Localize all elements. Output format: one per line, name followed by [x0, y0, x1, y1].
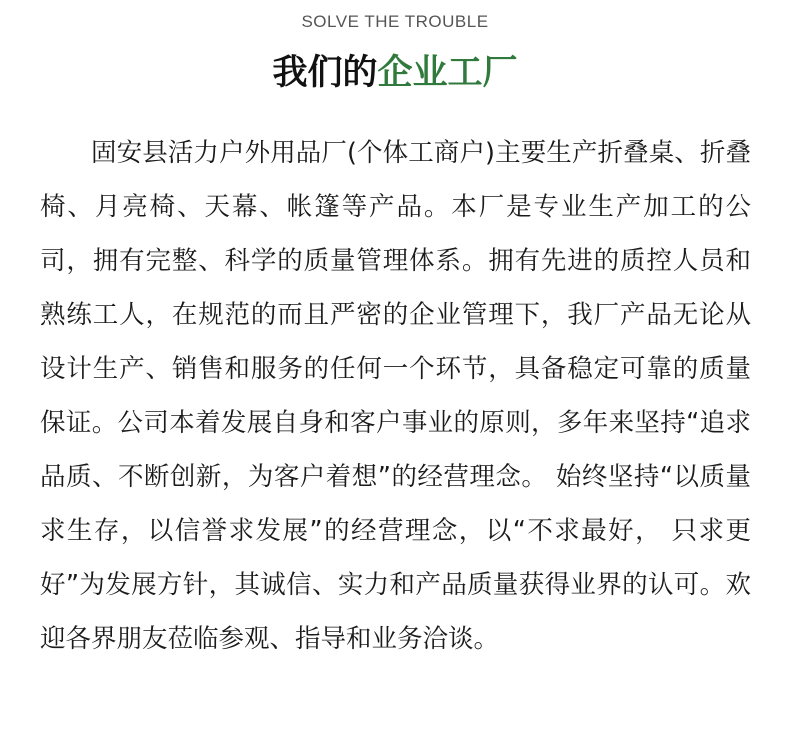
- company-description: 固安县活力户外用品厂(个体工商户)主要生产折叠桌、折叠椅、月亮椅、天幕、帐篷等产品。本厂是专业生产加工的公司，拥有完整、科学的质量管理体系。拥有先进的质控人员和熟练工人，在规范的而且严密的企业管理下，我厂产品无论从设计生产、销售和服务的任何一个环节，具备稳定可靠的质量保证。公司本着发展自身和客户事业的原则，多年来坚持“追求品质、不断创新，为客户着想”的经营理念。 始终坚持“以质量求生存，以信誉求发展”的经营理念，以“不求最好， 只求更好”为发展方针，其诚信、实力和产品质量获得业界的认可。欢迎各界朋友莅临参观、指导和业务洽谈。: [40, 138, 751, 654]
- section-subtitle: SOLVE THE TROUBLE: [301, 12, 489, 31]
- title-prefix: 我们的: [272, 53, 378, 93]
- section-title: [0, 48, 790, 98]
- title-highlight: 企业工厂: [377, 53, 518, 93]
